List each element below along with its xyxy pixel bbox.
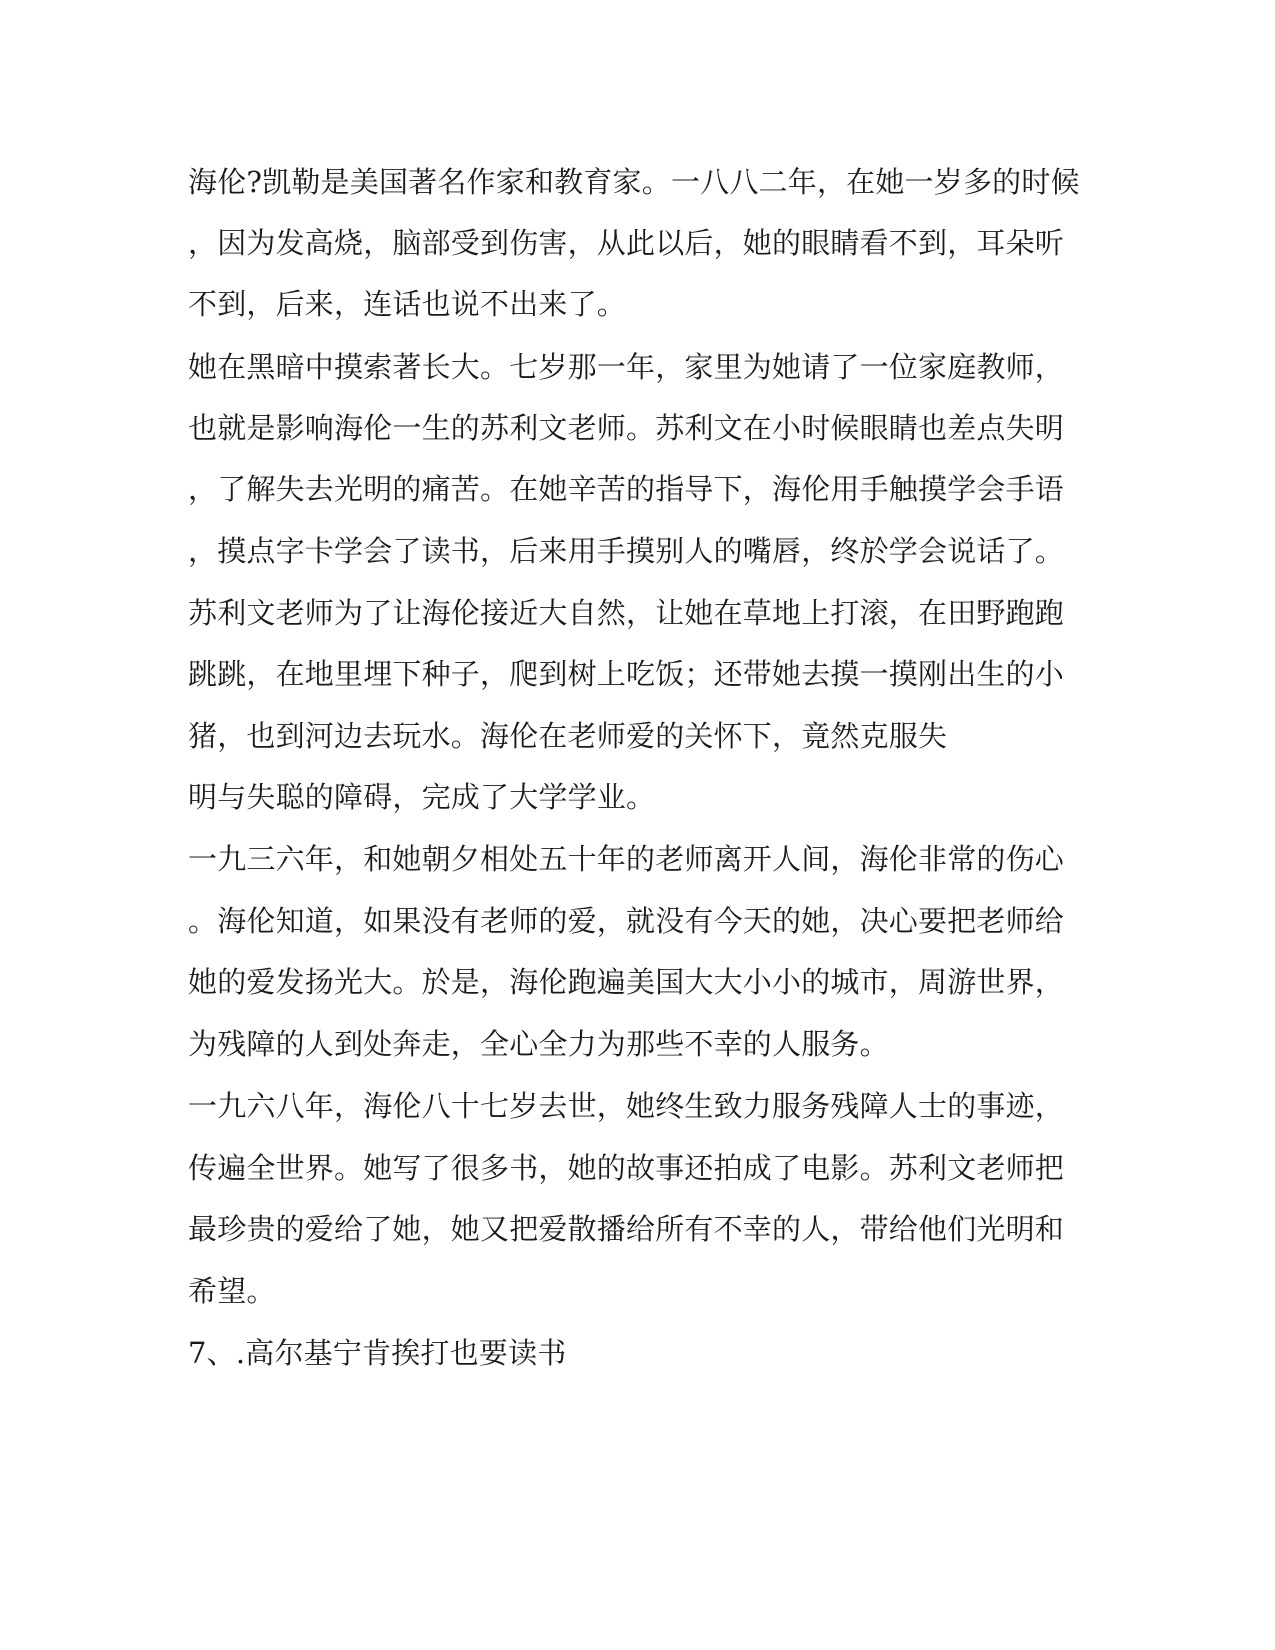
text-line: 跳跳，在地里埋下种子，爬到树上吃饭；还带她去摸一摸刚出生的小 bbox=[188, 657, 1065, 691]
section-heading: 7、.高尔基宁肯挨打也要读书 bbox=[188, 1336, 567, 1370]
text-line: 明与失聪的障碍，完成了大学学业。 bbox=[188, 780, 656, 814]
text-line: 不到，后来，连话也说不出来了。 bbox=[188, 287, 627, 321]
text-line: 一九六八年，海伦八十七岁去世，她终生致力服务残障人士的事迹， bbox=[188, 1089, 1065, 1123]
text-line: 一九三六年，和她朝夕相处五十年的老师离开人间，海伦非常的伤心 bbox=[188, 842, 1065, 876]
text-line: ，了解失去光明的痛苦。在她辛苦的指导下，海伦用手触摸学会手语 bbox=[188, 472, 1065, 506]
text-line: 猪，也到河边去玩水。海伦在老师爱的关怀下，竟然克服失 bbox=[188, 719, 948, 753]
text-line: 也就是影响海伦一生的苏利文老师。苏利文在小时候眼睛也差点失明 bbox=[188, 411, 1065, 445]
text-line: ，因为发高烧，脑部受到伤害，从此以后，她的眼睛看不到，耳朵听 bbox=[188, 226, 1065, 260]
text-line: ，摸点字卡学会了读书，后来用手摸别人的嘴唇，终於学会说话了。 bbox=[188, 534, 1065, 568]
text-line: 希望。 bbox=[188, 1274, 276, 1308]
text-line: 最珍贵的爱给了她，她又把爱散播给所有不幸的人，带给他们光明和 bbox=[188, 1212, 1065, 1246]
text-line: 苏利文老师为了让海伦接近大自然，让她在草地上打滚，在田野跑跑 bbox=[188, 596, 1065, 630]
text-line: 。海伦知道，如果没有老师的爱，就没有今天的她，决心要把老师给 bbox=[188, 904, 1065, 938]
text-line: 为残障的人到处奔走，全心全力为那些不幸的人服务。 bbox=[188, 1027, 889, 1061]
text-line: 她在黑暗中摸索著长大。七岁那一年，家里为她请了一位家庭教师， bbox=[188, 350, 1065, 384]
text-line: 海伦?凯勒是美国著名作家和教育家。一八八二年，在她一岁多的时候 bbox=[188, 165, 1080, 199]
text-line: 她的爱发扬光大。於是，海伦跑遍美国大大小小的城市，周游世界， bbox=[188, 965, 1065, 999]
text-line: 传遍全世界。她写了很多书，她的故事还拍成了电影。苏利文老师把 bbox=[188, 1151, 1065, 1185]
